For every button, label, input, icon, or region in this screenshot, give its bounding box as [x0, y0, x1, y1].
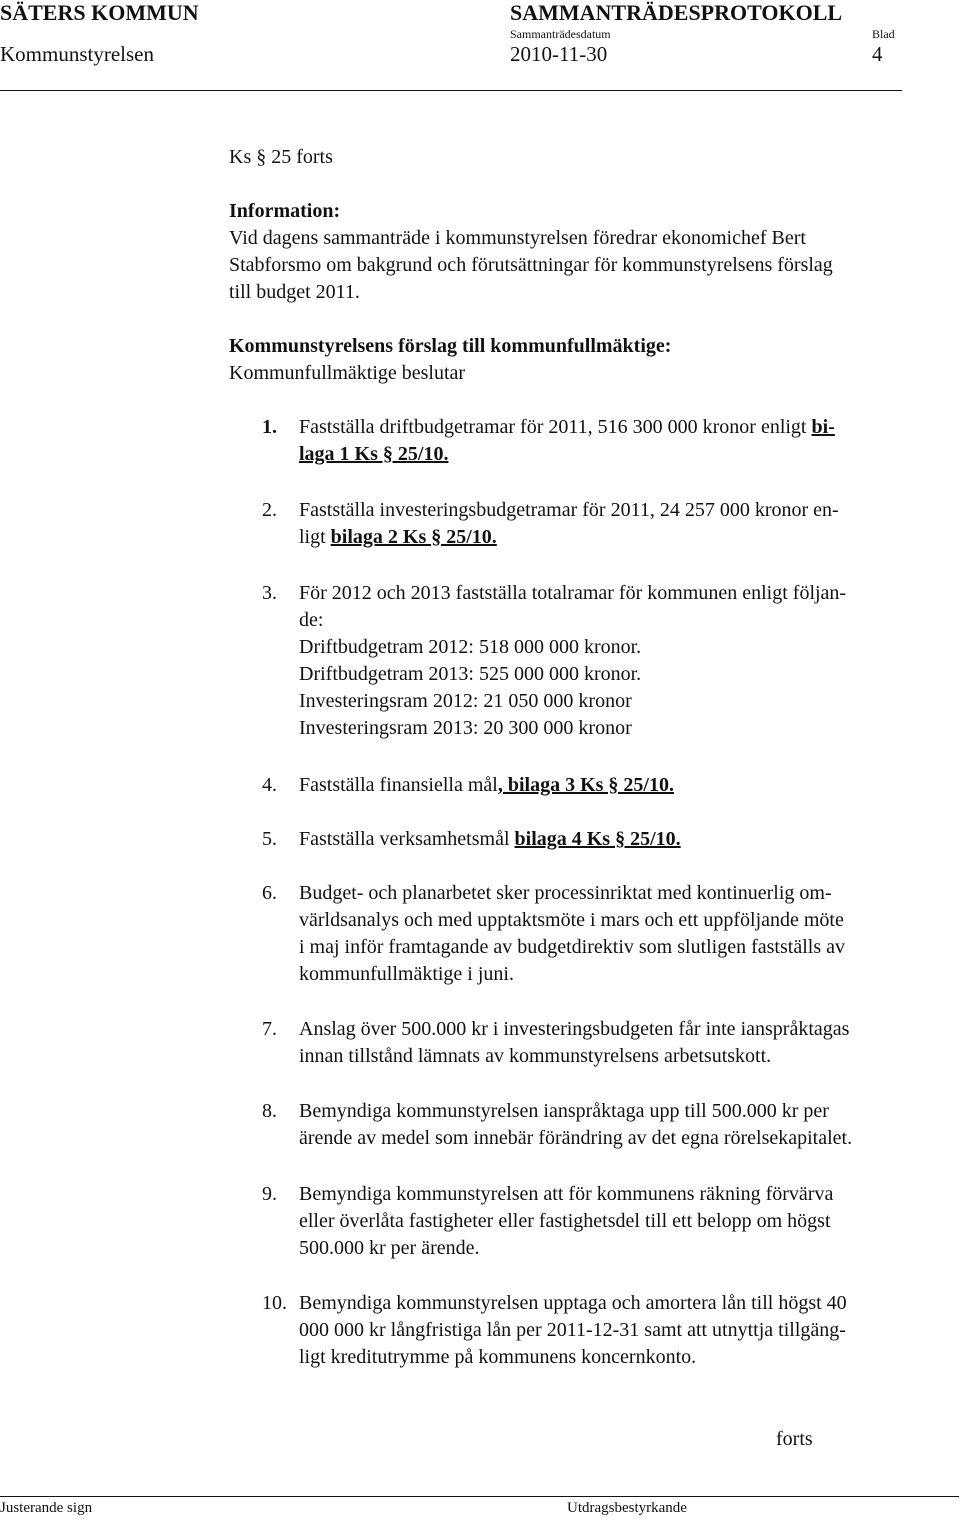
item-line: världsanalys och med upptaktsmöte i mars och ett uppföljande möte — [299, 909, 844, 931]
item-line: Driftbudgetram 2013: 525 000 000 kronor. — [299, 663, 642, 685]
item-line: Driftbudgetram 2012: 518 000 000 kronor. — [299, 636, 642, 658]
information-paragraph — [229, 225, 833, 306]
item-text: Fastställa investeringsbudgetramar för 2011, 24 257 000 kronor en- — [299, 499, 839, 521]
attachment-link[interactable]: bi- — [811, 416, 835, 438]
proposal-heading: Kommunstyrelsens förslag till kommunfullmäktige: — [229, 335, 672, 357]
footer-rule — [0, 1496, 959, 1497]
item-line: ärende av medel som innebär förändring av det egna rörelsekapitalet. — [299, 1127, 853, 1149]
information-line: Stabforsmo om bakgrund och förutsättningar för kommunstyrelsens förslag — [229, 254, 833, 276]
decision-item-6 — [299, 880, 959, 988]
item-number: 7. — [262, 1018, 277, 1040]
item-number: 2. — [262, 499, 277, 521]
attachment-link[interactable]: laga 1 Ks § 25/10. — [299, 443, 449, 465]
item-number: 4. — [262, 774, 277, 796]
item-number: 5. — [262, 828, 277, 850]
continuation-note: forts — [776, 1428, 813, 1450]
item-line: Investeringsram 2012: 21 050 000 kronor — [299, 690, 632, 712]
document-type: SAMMANTRÄDESPROTOKOLL — [510, 0, 843, 25]
item-line: Budget- och planarbetet sker processinriktat med kontinuerlig om- — [299, 882, 832, 904]
decision-item-4 — [299, 772, 959, 799]
item-line: Bemyndiga kommunstyrelsen ianspråktaga upp till 500.000 kr per — [299, 1100, 829, 1122]
organization-name: SÄTERS KOMMUN — [0, 0, 199, 25]
information-heading: Information: — [229, 200, 341, 222]
item-line: Investeringsram 2013: 20 300 000 kronor — [299, 717, 632, 739]
item-line: 000 000 kr långfristiga lån per 2011-12-31 samt att utnyttja tillgäng- — [299, 1319, 846, 1341]
item-number: 9. — [262, 1183, 277, 1205]
decision-item-8 — [299, 1098, 959, 1152]
item-line: För 2012 och 2013 fastställa totalramar för kommunen enligt följan- — [299, 582, 847, 604]
information-line: till budget 2011. — [229, 281, 360, 303]
item-text: Fastställa verksamhetsmål — [299, 828, 515, 850]
item-text: Fastställa finansiella mål — [299, 774, 498, 796]
committee-name: Kommunstyrelsen — [0, 42, 154, 66]
item-number: 1. — [262, 416, 277, 438]
signature-label: Justerande sign — [0, 1500, 93, 1516]
proposal-intro: Kommunfullmäktige beslutar — [229, 362, 466, 384]
item-number: 10. — [262, 1292, 287, 1314]
decision-item-2 — [299, 497, 959, 551]
decision-item-5 — [299, 826, 959, 853]
header-rule — [0, 90, 902, 91]
page-number: 4 — [872, 42, 883, 66]
item-text: Fastställa driftbudgetramar för 2011, 516 300 000 kronor enligt — [299, 416, 812, 438]
item-line: i maj inför framtagande av budgetdirektiv som slutligen fastställs av — [299, 936, 845, 958]
attachment-link[interactable]: bilaga 4 Ks § 25/10. — [514, 828, 681, 850]
item-line: Bemyndiga kommunstyrelsen att för kommunens räkning förvärva — [299, 1183, 834, 1205]
item-line: kommunfullmäktige i juni. — [299, 963, 514, 985]
information-line: Vid dagens sammanträde i kommunstyrelsen föredrar ekonomichef Bert — [229, 227, 806, 249]
decision-item-7 — [299, 1016, 959, 1070]
item-line: innan tillstånd lämnats av kommunstyrelsens arbetsutskott. — [299, 1045, 772, 1067]
decision-item-1 — [299, 414, 959, 468]
date-caption: Sammanträdesdatum — [510, 27, 611, 41]
item-number: 8. — [262, 1100, 277, 1122]
item-number: 3. — [262, 582, 277, 604]
decision-item-9 — [299, 1181, 959, 1262]
decision-item-10 — [299, 1290, 959, 1371]
page-caption: Blad — [872, 27, 895, 41]
item-text: ligt — [299, 526, 331, 548]
item-line: 500.000 kr per ärende. — [299, 1237, 480, 1259]
attachment-link[interactable]: , bilaga 3 Ks § 25/10. — [497, 774, 674, 796]
item-line: Anslag över 500.000 kr i investeringsbudgeten får inte ianspråktagas — [299, 1018, 850, 1040]
section-reference: Ks § 25 forts — [229, 146, 333, 168]
item-line: de: — [299, 609, 324, 631]
item-number: 6. — [262, 882, 277, 904]
extract-certification-label: Utdragsbestyrkande — [567, 1500, 687, 1516]
decision-item-3 — [299, 580, 959, 742]
item-line: eller överlåta fastigheter eller fastighetsdel till ett belopp om högst — [299, 1210, 831, 1232]
meeting-date: 2010-11-30 — [510, 42, 608, 66]
attachment-link[interactable]: bilaga 2 Ks § 25/10. — [330, 526, 497, 548]
item-line: Bemyndiga kommunstyrelsen upptaga och amortera lån till högst 40 — [299, 1292, 847, 1314]
item-line: ligt kreditutrymme på kommunens koncernkonto. — [299, 1346, 697, 1368]
